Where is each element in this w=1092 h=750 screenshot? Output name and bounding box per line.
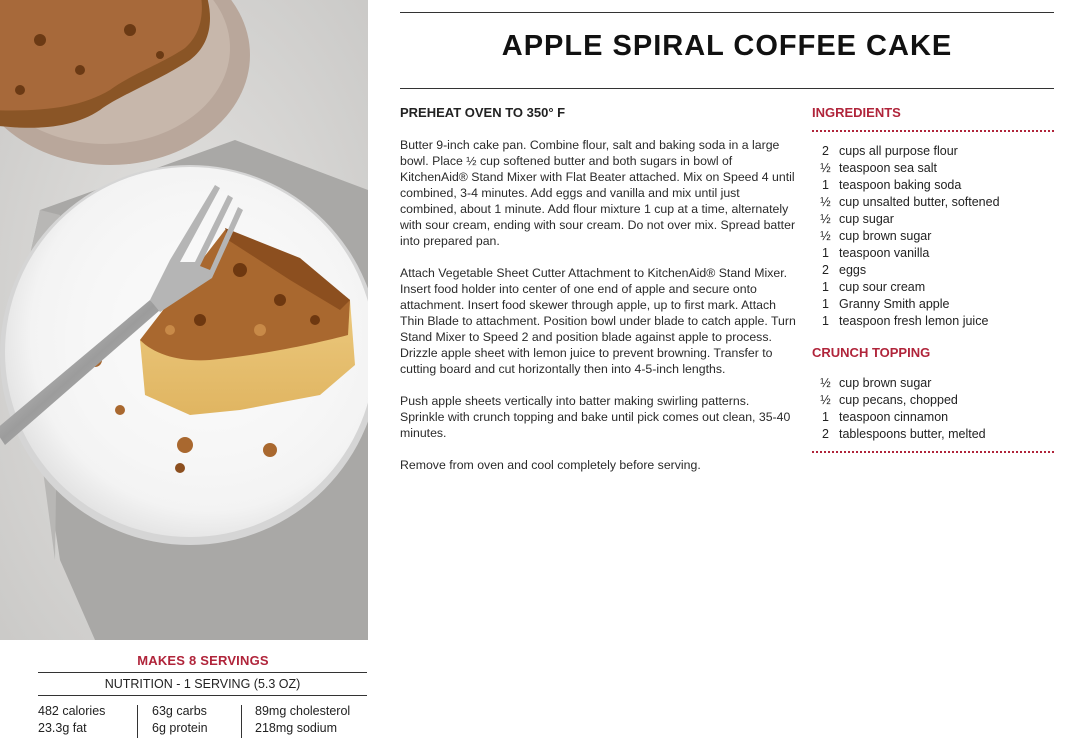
method-step: Butter 9-inch cake pan. Combine flour, salt and baking soda in a large bowl. Place ½ cup softened butter and both sugars in bowl of KitchenAid® Stand Mixer with Flat Beater attached. Mix on Speed 4 until combined, 3-4 minutes. Add eggs and vanilla and mix until just combined, about 1 minute. Add flour mixture 1 cup at a time, alternately with sour cream, ending with sour cream. Do not over mix. Spread batter into prepared pan. xyxy=(400,138,796,248)
topping-item xyxy=(812,409,1054,426)
method-steps xyxy=(400,137,796,489)
preheat-instruction: PREHEAT OVEN TO 350° F xyxy=(400,105,566,120)
title-bottom-rule xyxy=(400,88,1054,89)
ingredient-item xyxy=(812,245,1054,262)
ingredient-name: teaspoon vanilla xyxy=(839,246,930,260)
nutrition-protein: 6g protein xyxy=(152,721,208,735)
ingredient-item xyxy=(812,177,1054,194)
nutrition-cholesterol: 89mg cholesterol xyxy=(255,704,351,718)
nutrition-column-3 xyxy=(255,703,367,737)
ingredient-name: cups all purpose flour xyxy=(839,144,958,158)
ingredient-item xyxy=(812,313,1054,330)
nutrition-title: NUTRITION - 1 SERVING (5.3 OZ) xyxy=(38,672,367,696)
ingredient-name: cup brown sugar xyxy=(839,376,932,390)
ingredient-item xyxy=(812,228,1054,245)
topping-item xyxy=(812,426,1054,443)
ingredient-item xyxy=(812,296,1054,313)
ingredient-qty: 2 xyxy=(822,144,829,158)
nutrition-sodium: 218mg sodium xyxy=(255,721,337,735)
ingredient-name: teaspoon cinnamon xyxy=(839,410,949,424)
ingredient-item xyxy=(812,211,1054,228)
ingredient-name: teaspoon fresh lemon juice xyxy=(839,314,989,328)
dotted-divider xyxy=(812,451,1054,453)
ingredient-name: cup pecans, chopped xyxy=(839,393,958,407)
title-top-rule xyxy=(400,12,1054,13)
ingredient-name: cup sugar xyxy=(839,212,894,226)
ingredient-name: cup unsalted butter, softened xyxy=(839,195,1000,209)
ingredient-qty: 1 xyxy=(822,280,829,294)
recipe-photo xyxy=(0,0,368,640)
crunch-topping-heading: CRUNCH TOPPING xyxy=(812,345,931,360)
ingredient-qty: 1 xyxy=(822,246,829,260)
ingredient-item xyxy=(812,279,1054,296)
ingredient-name: cup brown sugar xyxy=(839,229,932,243)
ingredient-qty: 2 xyxy=(822,263,829,277)
nutrition-fat: 23.3g fat xyxy=(38,721,87,735)
topping-item xyxy=(812,375,1054,392)
ingredient-name: cup sour cream xyxy=(839,280,926,294)
ingredient-qty: ½ xyxy=(820,393,831,407)
topping-list xyxy=(812,375,1054,443)
method-step: Push apple sheets vertically into batter making swirling patterns. Sprinkle with crunch topping and bake until pick comes out clean, 35-40 minutes. xyxy=(400,394,791,440)
recipe-title: APPLE SPIRAL COFFEE CAKE xyxy=(501,30,953,62)
ingredient-qty: ½ xyxy=(820,212,831,226)
ingredient-item xyxy=(812,194,1054,211)
ingredient-name: Granny Smith apple xyxy=(839,297,950,311)
dotted-divider xyxy=(812,130,1054,132)
nutrition-divider xyxy=(137,705,138,738)
method-step: Attach Vegetable Sheet Cutter Attachment to KitchenAid® Stand Mixer. Insert food holder into center of one end of apple and secure onto attachment. Insert food skewer through apple, up to first mark. Attach Thin Blade to attachment. Position bowl under blade to catch apple. Turn Stand Mixer to Speed 2 and position blade against apple to process. Drizzle apple sheet with lemon juice to prevent browning. Transfer to cutting board and cut horizontally then into 4-5-inch lengths. xyxy=(400,266,796,376)
ingredient-qty: 1 xyxy=(822,314,829,328)
ingredient-name: tablespoons butter, melted xyxy=(839,427,986,441)
ingredient-qty: ½ xyxy=(820,229,831,243)
ingredient-name: eggs xyxy=(839,263,867,277)
ingredient-qty: ½ xyxy=(820,376,831,390)
ingredients-list xyxy=(812,143,1054,330)
ingredient-item xyxy=(812,160,1054,177)
nutrition-column-2 xyxy=(152,703,240,737)
ingredient-qty: ½ xyxy=(820,195,831,209)
ingredient-item xyxy=(812,262,1054,279)
nutrition-divider xyxy=(241,705,242,738)
method-step: Remove from oven and cool completely before serving. xyxy=(400,458,701,472)
ingredients-heading: INGREDIENTS xyxy=(812,105,901,120)
ingredient-qty: 2 xyxy=(822,427,829,441)
ingredient-qty: 1 xyxy=(822,297,829,311)
ingredient-item xyxy=(812,143,1054,160)
ingredient-name: teaspoon sea salt xyxy=(839,161,937,175)
servings-label: MAKES 8 SERVINGS xyxy=(137,653,269,668)
nutrition-column-1 xyxy=(38,703,134,737)
ingredient-qty: ½ xyxy=(820,161,831,175)
nutrition-carbs: 63g carbs xyxy=(152,704,207,718)
ingredient-name: teaspoon baking soda xyxy=(839,178,962,192)
ingredient-qty: 1 xyxy=(822,410,829,424)
topping-item xyxy=(812,392,1054,409)
nutrition-calories: 482 calories xyxy=(38,704,106,718)
ingredient-qty: 1 xyxy=(822,178,829,192)
